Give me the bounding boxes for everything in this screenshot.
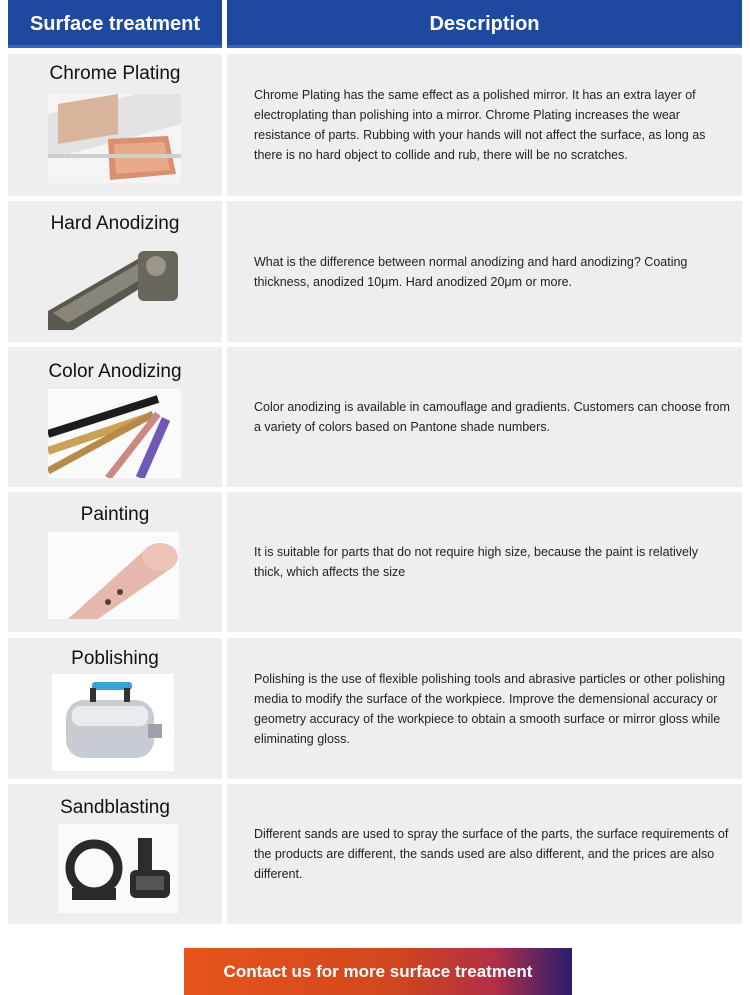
row-description: Chrome Plating has the same effect as a polished mirror. It has an extra layer of electroplating than polishing into a mirror. Chrome Plating increases the wear resistance of parts. Rubbing with your hands will not affect the surface, as long as there is no hard object to collide and rub, there will be no scratches. [254,88,706,162]
row-description: What is the difference between normal anodizing and hard anodizing? Coating thickness, anodized 10μm. Hard anodized 20μm or more. [254,254,688,289]
row-description: Different sands are used to spray the surface of the parts, the surface requirements of the products are different, the sands used are also different, and the prices are also different. [254,827,729,881]
row-painting-desc [227,492,742,632]
row-polishing-cell [8,638,222,779]
row-title: Hard Anodizing [50,213,180,234]
row-color-anodizing-cell [8,347,222,487]
color-anodizing-image [48,389,181,478]
row-painting-cell [8,492,222,632]
row-hard-anodizing-desc [227,201,742,342]
row-title: Painting [80,504,150,525]
contact-cta-button[interactable] [184,948,572,995]
row-title: Poblishing [71,648,159,669]
header-col2-label: Description [429,12,540,35]
hard-anodizing-image [48,241,181,330]
header-surface-treatment [8,0,222,48]
row-description: Polishing is the use of flexible polishing tools and abrasive particles or other polishing media to modify the surface of the workpiece. Improve the demensional accuracy or geometry accuracy of the workpiece to obtain a smooth surface or mirror gloss while eliminating gloss. [254,671,726,746]
row-chrome-plating-desc [227,54,742,196]
chrome-plating-image [48,94,181,183]
polishing-image [52,674,174,771]
row-hard-anodizing-cell [8,201,222,342]
row-title: Color Anodizing [48,361,182,382]
row-sandblasting-cell [8,784,222,924]
row-title: Sandblasting [60,797,170,818]
row-chrome-plating-cell [8,54,222,196]
painting-image [48,532,179,619]
header-description [227,0,742,48]
row-polishing-desc [227,638,742,779]
row-color-anodizing-desc [227,347,742,487]
header-col1-label: Surface treatment [29,12,201,35]
contact-cta-label: Contact us for more surface treatment [223,961,533,981]
row-title: Chrome Plating [49,63,181,84]
sandblasting-image [58,824,178,913]
row-description: It is suitable for parts that do not require high size, because the paint is relatively thick, which affects the size [254,545,698,579]
row-description: Color anodizing is available in camouflage and gradients. Customers can choose from a variety of colors based on Pantone shade numbers. [254,400,730,434]
row-sandblasting-desc [227,784,742,924]
